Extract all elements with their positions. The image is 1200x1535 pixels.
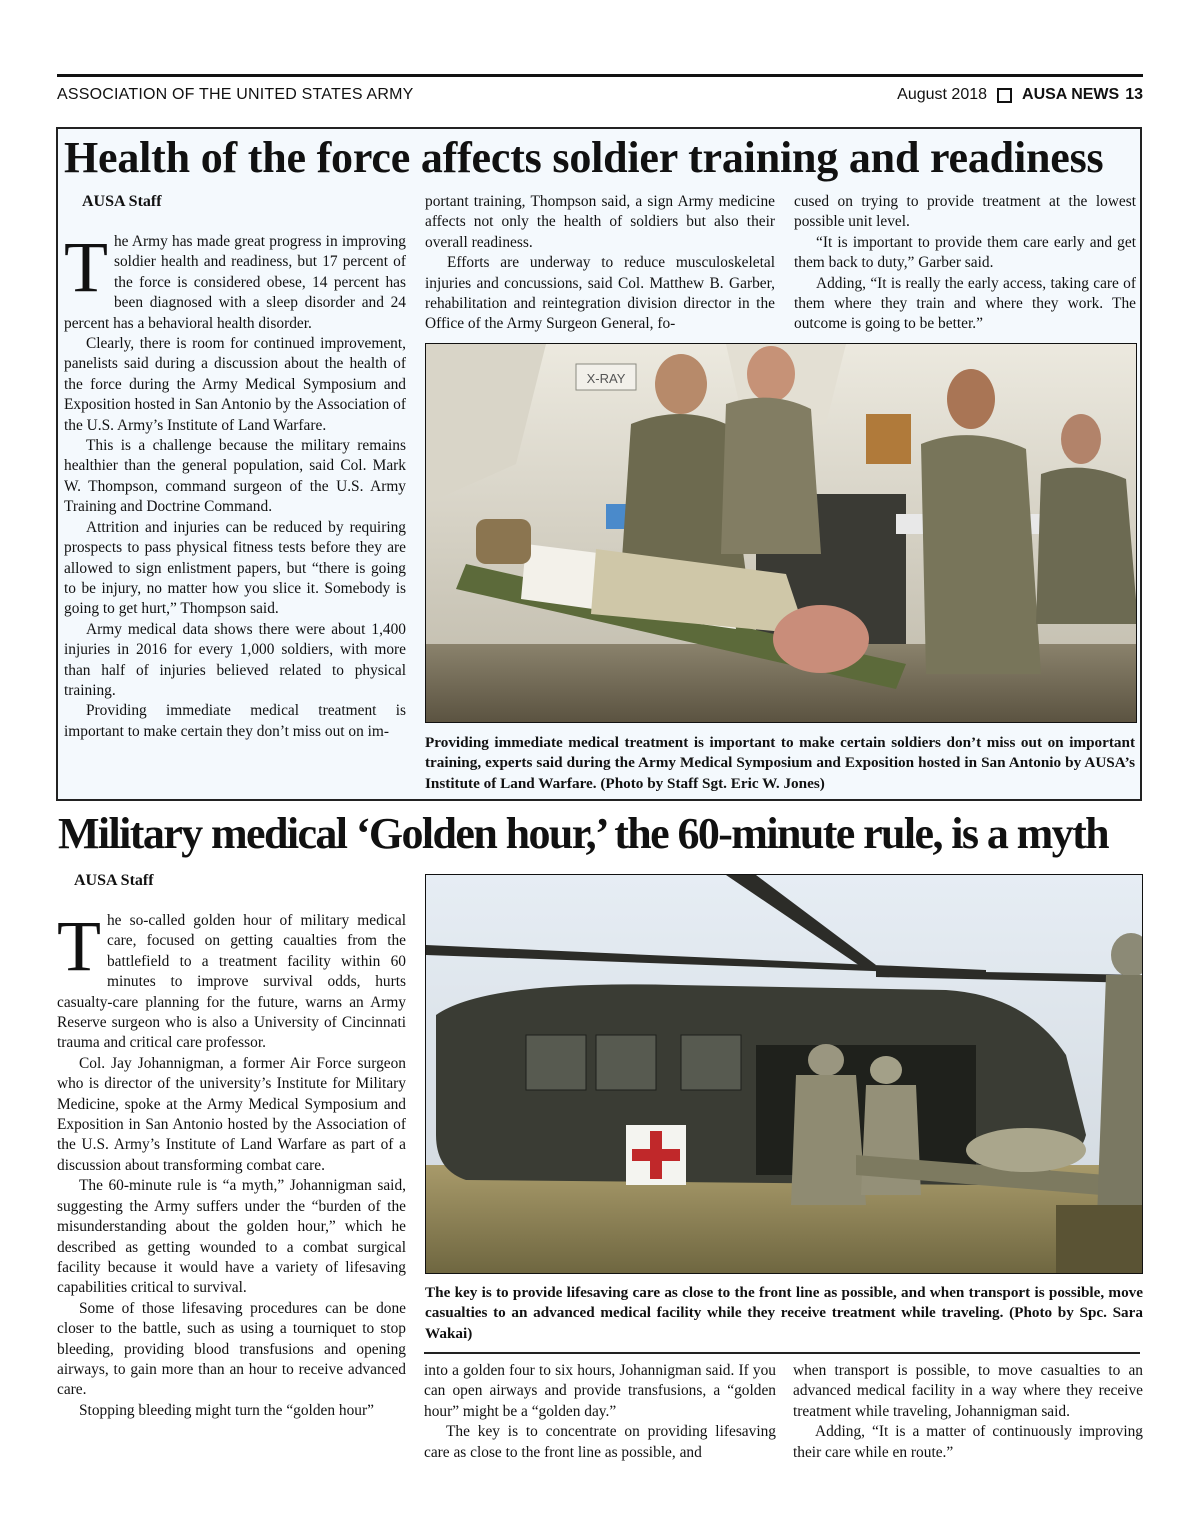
drop-cap: T: [64, 227, 108, 307]
paragraph: cused on trying to provide treatment at the lowest possible unit level.: [794, 193, 1136, 231]
checkbox-square-icon: [997, 88, 1012, 103]
paragraph: Adding, “It is a matter of continuously improving their care while en route.”: [793, 1423, 1143, 1461]
paragraph: Adding, “It is really the early access, taking care of them where they train and where they work. The outcome is going to be better.”: [794, 274, 1136, 333]
page-number: 13: [1125, 86, 1143, 103]
paragraph: Efforts are underway to reduce musculoskeletal injuries and concussions, said Col. Matthew B. Garber, rehabilitation and reintegration division director in the Office of the Army Surgeon General, fo-: [425, 254, 775, 333]
paragraph: he so-called golden hour of military medical care, focused on getting caualties from the battlefield to a treatment facility within 60 minutes to improve survival odds, hurts casualty-care planning for the future, warns an Army Reserve surgeon who is also a University of Cincinnati trauma and critical care professor.: [57, 912, 406, 1052]
header-rule: [57, 74, 1143, 77]
story1-photo: [425, 343, 1137, 723]
paragraph: Stopping bleeding might turn the “golden hour”: [79, 1401, 374, 1419]
story1-caption: Providing immediate medical treatment is important to make certain soldiers don’t miss out on important training, experts said during the Army Medical Symposium and Exposition hosted in San Antonio by AUSA’s Institute of Land Warfare. (Photo by Staff Sgt. Eric W. Jones): [425, 734, 1135, 792]
publication-name: AUSA NEWS: [1022, 86, 1120, 103]
paragraph: when transport is possible, to move casualties to an advanced medical facility in a way where they receive treatment while traveling, Johannigman said.: [793, 1362, 1143, 1420]
paragraph: “It is important to provide them care early and get them back to duty,” Garber said.: [794, 233, 1136, 272]
story1-column-3: [794, 192, 1136, 335]
story2-column-1: [57, 906, 406, 1421]
paragraph: into a golden four to six hours, Johannigman said. If you can open airways and provide transfusions, a “golden hour” might be a “golden day.”: [424, 1362, 776, 1420]
helicopter-medevac-photo: [426, 875, 1143, 1274]
paragraph: This is a challenge because the military remains healthier than the general population, said Col. Mark W. Thompson, command surgeon of the U.S. Army Training and Doctrine Command.: [64, 437, 406, 516]
publisher-name: ASSOCIATION OF THE UNITED STATES ARMY: [57, 86, 414, 103]
story1-column-2: [425, 192, 775, 335]
paragraph: he Army has made great progress in improving soldier health and readiness, but 17 percent of the force is considered obese, 14 percent has been diagnosed with a sleep disorder and 24 percent has a behavioral health disorder.: [64, 233, 406, 332]
story2-byline: AUSA Staff: [74, 872, 154, 889]
issue-info: [897, 86, 1143, 104]
paragraph: Col. Jay Johannigman, a former Air Force surgeon who is director of the university’s Institute for Military Medicine, spoke at the Army Medical Symposium and Exposition in San Antonio hosted by the Association of the U.S. Army’s Institute of Land Warfare as part of a discussion about transforming combat care.: [57, 1054, 406, 1174]
story2-headline: Military medical ‘Golden hour,’ the 60-minute rule, is a myth: [58, 809, 1108, 858]
paragraph: portant training, Thompson said, a sign Army medicine affects not only the health of soldiers but also their overall readiness.: [425, 193, 775, 251]
paragraph: The 60-minute rule is “a myth,” Johannigman said, suggesting the Army suffers under the “burden of the misunderstanding about the golden hour,” which he described as getting wounded to a combat surgical facility because it would have a variety of lifesaving capabilities critical to survival.: [57, 1177, 406, 1297]
drop-cap: T: [57, 906, 101, 986]
story2-column-2: [424, 1361, 776, 1463]
caption-divider: [424, 1352, 1140, 1354]
story1-byline: AUSA Staff: [82, 193, 162, 210]
paragraph: Attrition and injuries can be reduced by requiring prospects to pass physical fitness tests before they are allowed to sign enlistment papers, but “there is going to be injury, no matter how you slice it. Somebody is going to get hurt,” Thompson said.: [64, 518, 406, 618]
story2-caption: The key is to provide lifesaving care as close to the front line as possible, and when transport is possible, move casualties to an advanced medical facility while they receive treatment while traveling. (Photo by Spc. Sara Wakai): [425, 1284, 1143, 1342]
paragraph: Army medical data shows there were about 1,400 injuries in 2016 for every 1,000 soldiers, with more than half of injuries believed related to physical training.: [64, 620, 406, 699]
story2-photo: [425, 874, 1143, 1274]
paragraph: Clearly, there is room for continued improvement, panelists said during a discussion about the health of the force during the Army Medical Symposium and Exposition hosted in San Antonio by the Association of the U.S. Army’s Institute of Land Warfare.: [64, 335, 406, 434]
story2-column-3: [793, 1361, 1143, 1463]
story1-column-1: [64, 227, 406, 742]
paragraph: Some of those lifesaving procedures can be done closer to the battle, such as using a tourniquet to stop bleeding, providing blood transfusions and opening airways, to gain more than an hour to receive advanced care.: [57, 1299, 406, 1399]
x-ray-sign: X-RAY: [586, 371, 626, 386]
paragraph: The key is to concentrate on providing lifesaving care as close to the front line as possible, and: [424, 1423, 776, 1461]
paragraph: Providing immediate medical treatment is important to make certain they don’t miss out on im-: [64, 702, 406, 740]
story1-headline: Health of the force affects soldier training and readiness: [64, 133, 1104, 182]
medical-tent-photo: [426, 344, 1137, 723]
issue-date: August 2018: [897, 86, 988, 103]
